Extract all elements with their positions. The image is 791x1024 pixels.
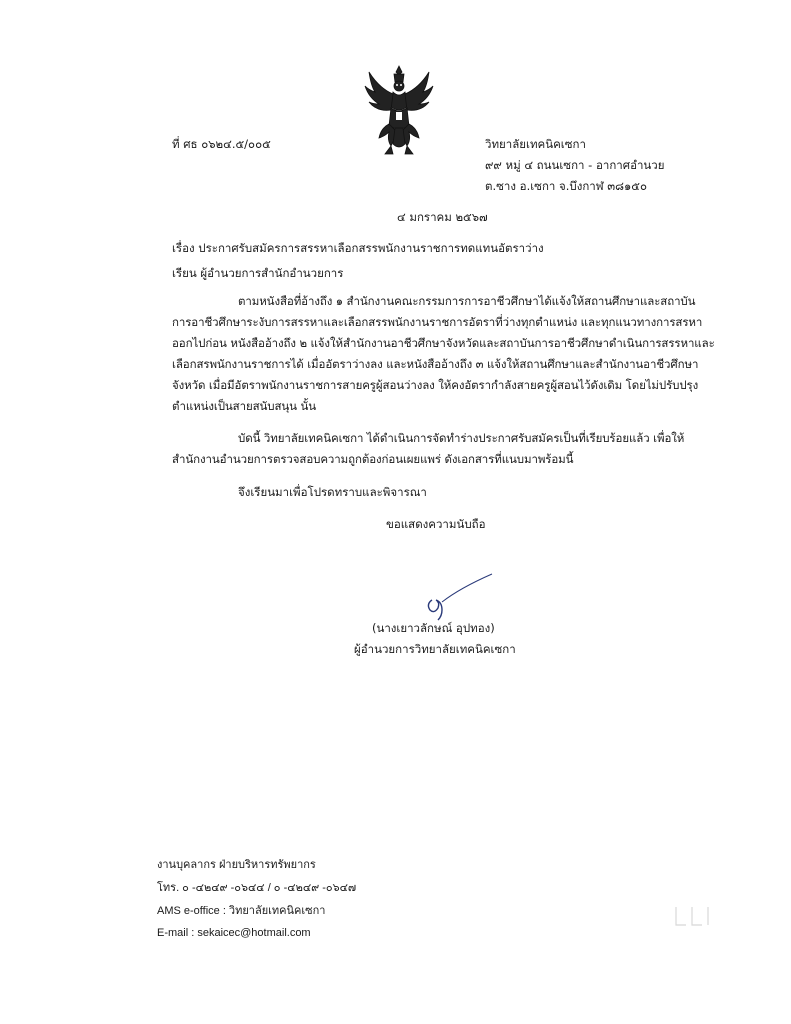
- footer-ams: AMS e-office : วิทยาลัยเทคนิคเซกา: [157, 905, 326, 917]
- paragraph1-line: ตามหนังสือที่อ้างถึง ๑ สำนักงานคณะกรรมการการอาชีวศึกษาได้แจ้งให้สถานศึกษาและสถาบัน: [238, 294, 696, 308]
- handwritten-signature: [418, 572, 498, 622]
- signatory-title: ผู้อำนวยการวิทยาลัยเทคนิคเซกา: [354, 642, 516, 656]
- paragraph1-line: การอาชีวศึกษาระงับการสรรหาและเลือกสรรพนักงานราชการอัตราที่ว่างทุกตำแหน่ง และทุกแนวทางการสรหา: [172, 315, 703, 329]
- corner-mark: [670, 903, 716, 929]
- closing-request: จึงเรียนมาเพื่อโปรดทราบและพิจารณา: [238, 485, 427, 499]
- paragraph1-line: ตำแหน่งเป็นสายสนับสนุน นั้น: [172, 399, 317, 413]
- garuda-emblem-icon: [363, 62, 435, 158]
- paragraph1-line: เลือกสรพนักงานราชการได้ เมื่ออัตราว่างลง และหนังสืออ้างถึง ๓ แจ้งให้สถานศึกษาและสำนักงานอาชีวศึกษา: [172, 357, 699, 371]
- sender-address-line2: ต.ซาง อ.เซกา จ.บึงกาฬ ๓๘๑๕๐: [485, 179, 648, 193]
- footer-email: E-mail : sekaicec@hotmail.com: [157, 927, 311, 939]
- courtesy-closing: ขอแสดงความนับถือ: [386, 517, 486, 531]
- letter-subject: เรื่อง ประกาศรับสมัครการสรรหาเลือกสรรพนักงานราชการทดแทนอัตราว่าง: [172, 241, 544, 255]
- sender-address-line1: ๙๙ หมู่ ๔ ถนนเซกา - อากาศอำนวย: [485, 158, 665, 172]
- paragraph2-line: บัดนี้ วิทยาลัยเทคนิคเซกา ได้ดำเนินการจัดทำร่างประกาศรับสมัครเป็นที่เรียบร้อยแล้ว เพื่อให้: [238, 431, 685, 445]
- paragraph2-line: สำนักงานอำนวยการตรวจสอบความถูกต้องก่อนเผยแพร่ ดังเอกสารที่แนบมาพร้อมนี้: [172, 452, 574, 466]
- letter-date: ๔ มกราคม ๒๕๖๗: [397, 210, 488, 224]
- footer-phone: โทร. ๐ -๔๒๔๙ -๐๖๔๔ / ๐ -๔๒๔๙ -๐๖๔๗: [157, 882, 357, 894]
- footer-department: งานบุคลากร ฝ่ายบริหารทรัพยากร: [157, 859, 316, 871]
- letter-recipient: เรียน ผู้อำนวยการสำนักอำนวยการ: [172, 266, 344, 280]
- paragraph1-line: ออกไปก่อน หนังสืออ้างถึง ๒ แจ้งให้สำนักงานอาชีวศึกษาจังหวัดและสถาบันการอาชีวศึกษาดำเนินการสรรหาและ: [172, 336, 715, 350]
- document-number: ที่ ศธ ๐๖๒๔.๕/๐๐๕: [172, 137, 271, 151]
- sender-name: วิทยาลัยเทคนิคเซกา: [485, 137, 586, 151]
- signatory-name: (นางเยาวลักษณ์ อุปทอง): [372, 621, 495, 635]
- paragraph1-line: จังหวัด เมื่อมีอัตราพนักงานราชการสายครูผู้สอนว่างลง ให้คงอัตรากำลังสายครูผู้สอนไว้ดังเดิม โดยไม่ปรับปรุง: [172, 378, 699, 392]
